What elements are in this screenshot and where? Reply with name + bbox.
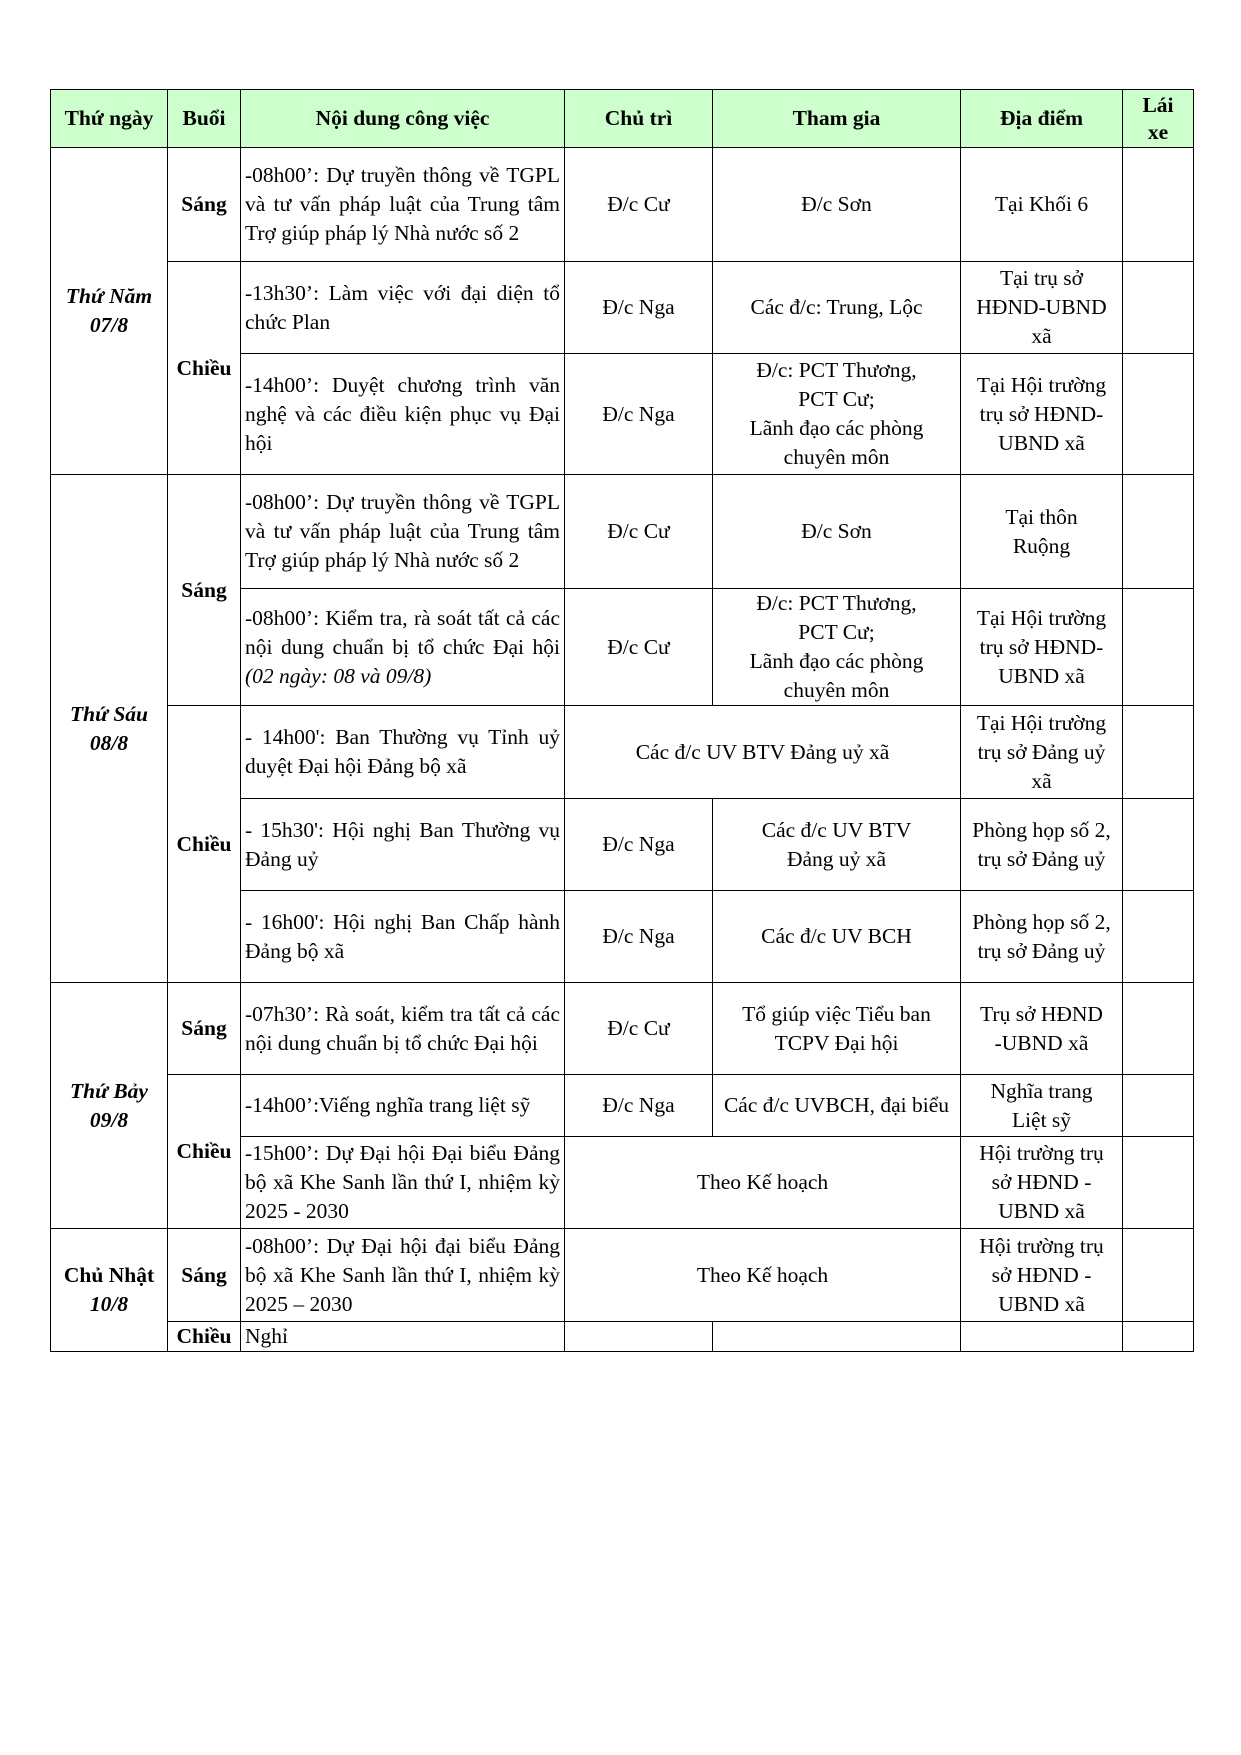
chair-cell: Đ/c Cư	[565, 475, 713, 589]
table-row	[51, 983, 1194, 1075]
location-line: Ruộng	[1012, 533, 1071, 558]
location-cell: Tại Khối 6	[961, 148, 1123, 262]
header-day: Thứ ngày	[51, 90, 168, 148]
chair-cell: Đ/c Nga	[565, 354, 713, 475]
participants-cell	[713, 354, 961, 475]
participants-line: PCT Cư;	[798, 387, 875, 411]
content-cell: - 14h00': Ban Thường vụ Tỉnh uỷ duyệt Đại hội Đảng bộ xã	[241, 706, 565, 799]
driver-cell	[1123, 799, 1194, 891]
content-cell: Nghỉ	[241, 1322, 565, 1352]
header-driver-line1: Lái	[1142, 92, 1174, 117]
chair-cell	[565, 1322, 713, 1352]
table-row	[51, 1322, 1194, 1352]
location-line: Hội trường trụ	[979, 1141, 1104, 1165]
chair-cell: Đ/c Nga	[565, 1075, 713, 1137]
location-line: Tại thôn	[1005, 504, 1078, 529]
header-participants: Tham gia	[713, 90, 961, 148]
location-cell: Tại Hội trường trụ sở HĐND-UBND xã	[961, 354, 1123, 475]
driver-cell	[1123, 1322, 1194, 1352]
location-cell: Tại Hội trường trụ sở Đảng uỷ xã	[961, 706, 1123, 799]
location-line: -UBND xã	[994, 1030, 1089, 1055]
content-text: -08h00’: Kiểm tra, rà soát tất cả các nội dung chuẩn bị tổ chức Đại hội	[245, 605, 560, 659]
participants-cell: Đ/c Sơn	[713, 475, 961, 589]
content-cell	[241, 589, 565, 706]
table-row	[51, 1075, 1194, 1137]
location-cell: Phòng họp số 2, trụ sở Đảng uỷ	[961, 799, 1123, 891]
driver-cell	[1123, 475, 1194, 589]
header-driver-line2: xe	[1147, 119, 1169, 144]
participants-line: Lãnh đạo các phòng	[749, 416, 924, 440]
participants-line: Lãnh đạo các phòng	[749, 649, 924, 673]
table-row	[51, 475, 1194, 589]
location-cell	[961, 1075, 1123, 1137]
location-line: sở HĐND -	[991, 1170, 1092, 1194]
session-cell: Chiều	[168, 262, 241, 475]
session-cell: Sáng	[168, 475, 241, 706]
session-cell: Chiều	[168, 706, 241, 983]
driver-cell	[1123, 589, 1194, 706]
participants-cell	[713, 589, 961, 706]
participants-cell	[713, 799, 961, 891]
session-cell: Sáng	[168, 983, 241, 1075]
location-cell	[961, 475, 1123, 589]
chair-cell: Đ/c Nga	[565, 262, 713, 354]
merged-cell: Các đ/c UV BTV Đảng uỷ xã	[565, 706, 961, 799]
day-cell	[51, 475, 168, 983]
day-name: Thứ Sáu	[69, 701, 148, 726]
driver-cell	[1123, 1229, 1194, 1322]
location-cell	[961, 1137, 1123, 1229]
content-cell: -07h30’: Rà soát, kiểm tra tất cả các nội dung chuẩn bị tổ chức Đại hội	[241, 983, 565, 1075]
participants-line: PCT Cư;	[798, 620, 875, 644]
session-cell: Chiều	[168, 1322, 241, 1352]
driver-cell	[1123, 983, 1194, 1075]
day-date: 09/8	[89, 1107, 129, 1132]
chair-cell: Đ/c Nga	[565, 891, 713, 983]
header-location: Địa điểm	[961, 90, 1123, 148]
driver-cell	[1123, 891, 1194, 983]
header-content: Nội dung công việc	[241, 90, 565, 148]
day-name: Thứ Bảy	[70, 1078, 148, 1103]
location-cell	[961, 1229, 1123, 1322]
content-cell: -08h00’: Dự Đại hội đại biểu Đảng bộ xã Khe Sanh lần thứ I, nhiệm kỳ 2025 – 2030	[241, 1229, 565, 1322]
participants-line: chuyên môn	[783, 445, 890, 469]
content-cell: - 15h30': Hội nghị Ban Thường vụ Đảng uỷ	[241, 799, 565, 891]
content-note: (02 ngày: 08 và 09/8)	[245, 663, 432, 688]
participants-line: TCPV Đại hội	[774, 1030, 899, 1055]
session-cell: Sáng	[168, 148, 241, 262]
day-date: 10/8	[89, 1292, 129, 1316]
driver-cell	[1123, 1137, 1194, 1229]
participants-cell	[713, 983, 961, 1075]
location-line: UBND xã	[998, 1291, 1085, 1316]
location-cell: Tại trụ sở HĐND-UBND xã	[961, 262, 1123, 354]
driver-cell	[1123, 354, 1194, 475]
driver-cell	[1123, 1075, 1194, 1137]
content-cell: -08h00’: Dự truyền thông về TGPL và tư vấn pháp luật của Trung tâm Trợ giúp pháp lý Nhà nước số 2	[241, 475, 565, 589]
chair-cell: Đ/c Nga	[565, 799, 713, 891]
participants-line: chuyên môn	[783, 678, 890, 702]
content-cell: -08h00’: Dự truyền thông về TGPL và tư vấn pháp luật của Trung tâm Trợ giúp pháp lý Nhà nước số 2	[241, 148, 565, 262]
merged-cell: Theo Kế hoạch	[565, 1229, 961, 1322]
location-line: Nghĩa trang	[990, 1078, 1093, 1103]
content-cell: -14h00’:Viếng nghĩa trang liệt sỹ	[241, 1075, 565, 1137]
chair-cell: Đ/c Cư	[565, 148, 713, 262]
day-cell	[51, 148, 168, 475]
day-name: Thứ Năm	[65, 284, 153, 308]
table-row	[51, 1229, 1194, 1322]
location-line: sở HĐND -	[991, 1262, 1092, 1287]
day-date: 08/8	[89, 730, 129, 755]
session-cell: Chiều	[168, 1075, 241, 1229]
day-cell	[51, 983, 168, 1229]
table-row	[51, 148, 1194, 262]
location-cell	[961, 983, 1123, 1075]
location-line: Liệt sỹ	[1011, 1107, 1072, 1132]
chair-cell: Đ/c Cư	[565, 589, 713, 706]
participants-line: Đ/c: PCT Thương,	[756, 358, 917, 382]
day-date: 07/8	[89, 313, 129, 337]
participants-line: Đ/c: PCT Thương,	[756, 591, 917, 615]
header-driver	[1123, 90, 1194, 148]
participants-cell: Đ/c Sơn	[713, 148, 961, 262]
chair-cell: Đ/c Cư	[565, 983, 713, 1075]
table-row	[51, 706, 1194, 799]
participants-line: Các đ/c UV BTV	[761, 817, 912, 842]
day-cell	[51, 1229, 168, 1352]
location-cell: Tại Hội trường trụ sở HĐND-UBND xã	[961, 589, 1123, 706]
driver-cell	[1123, 262, 1194, 354]
content-cell: -14h00’: Duyệt chương trình văn nghệ và các điều kiện phục vụ Đại hội	[241, 354, 565, 475]
table-row	[51, 262, 1194, 354]
day-name: Chủ Nhật	[63, 1263, 155, 1287]
location-cell	[961, 1322, 1123, 1352]
session-cell: Sáng	[168, 1229, 241, 1322]
content-cell: - 16h00': Hội nghị Ban Chấp hành Đảng bộ xã	[241, 891, 565, 983]
header-session: Buổi	[168, 90, 241, 148]
participants-cell: Các đ/c UV BCH	[713, 891, 961, 983]
participants-cell: Các đ/c: Trung, Lộc	[713, 262, 961, 354]
participants-cell	[713, 1322, 961, 1352]
location-line: Trụ sở HĐND	[980, 1001, 1103, 1026]
content-cell: -13h30’: Làm việc với đại diện tổ chức Plan	[241, 262, 565, 354]
merged-cell: Theo Kế hoạch	[565, 1137, 961, 1229]
content-cell: -15h00’: Dự Đại hội Đại biểu Đảng bộ xã Khe Sanh lần thứ I, nhiệm kỳ 2025 - 2030	[241, 1137, 565, 1229]
participants-line: Đảng uỷ xã	[786, 846, 887, 871]
header-chair: Chủ trì	[565, 90, 713, 148]
participants-cell: Các đ/c UVBCH, đại biểu	[713, 1075, 961, 1137]
location-line: Hội trường trụ	[979, 1233, 1104, 1258]
schedule-table	[50, 89, 1194, 1352]
location-line: UBND xã	[998, 1199, 1085, 1223]
header-row	[51, 90, 1194, 148]
location-cell: Phòng họp số 2, trụ sở Đảng uỷ	[961, 891, 1123, 983]
driver-cell	[1123, 148, 1194, 262]
participants-line: Tổ giúp việc Tiểu ban	[742, 1001, 931, 1026]
driver-cell	[1123, 706, 1194, 799]
